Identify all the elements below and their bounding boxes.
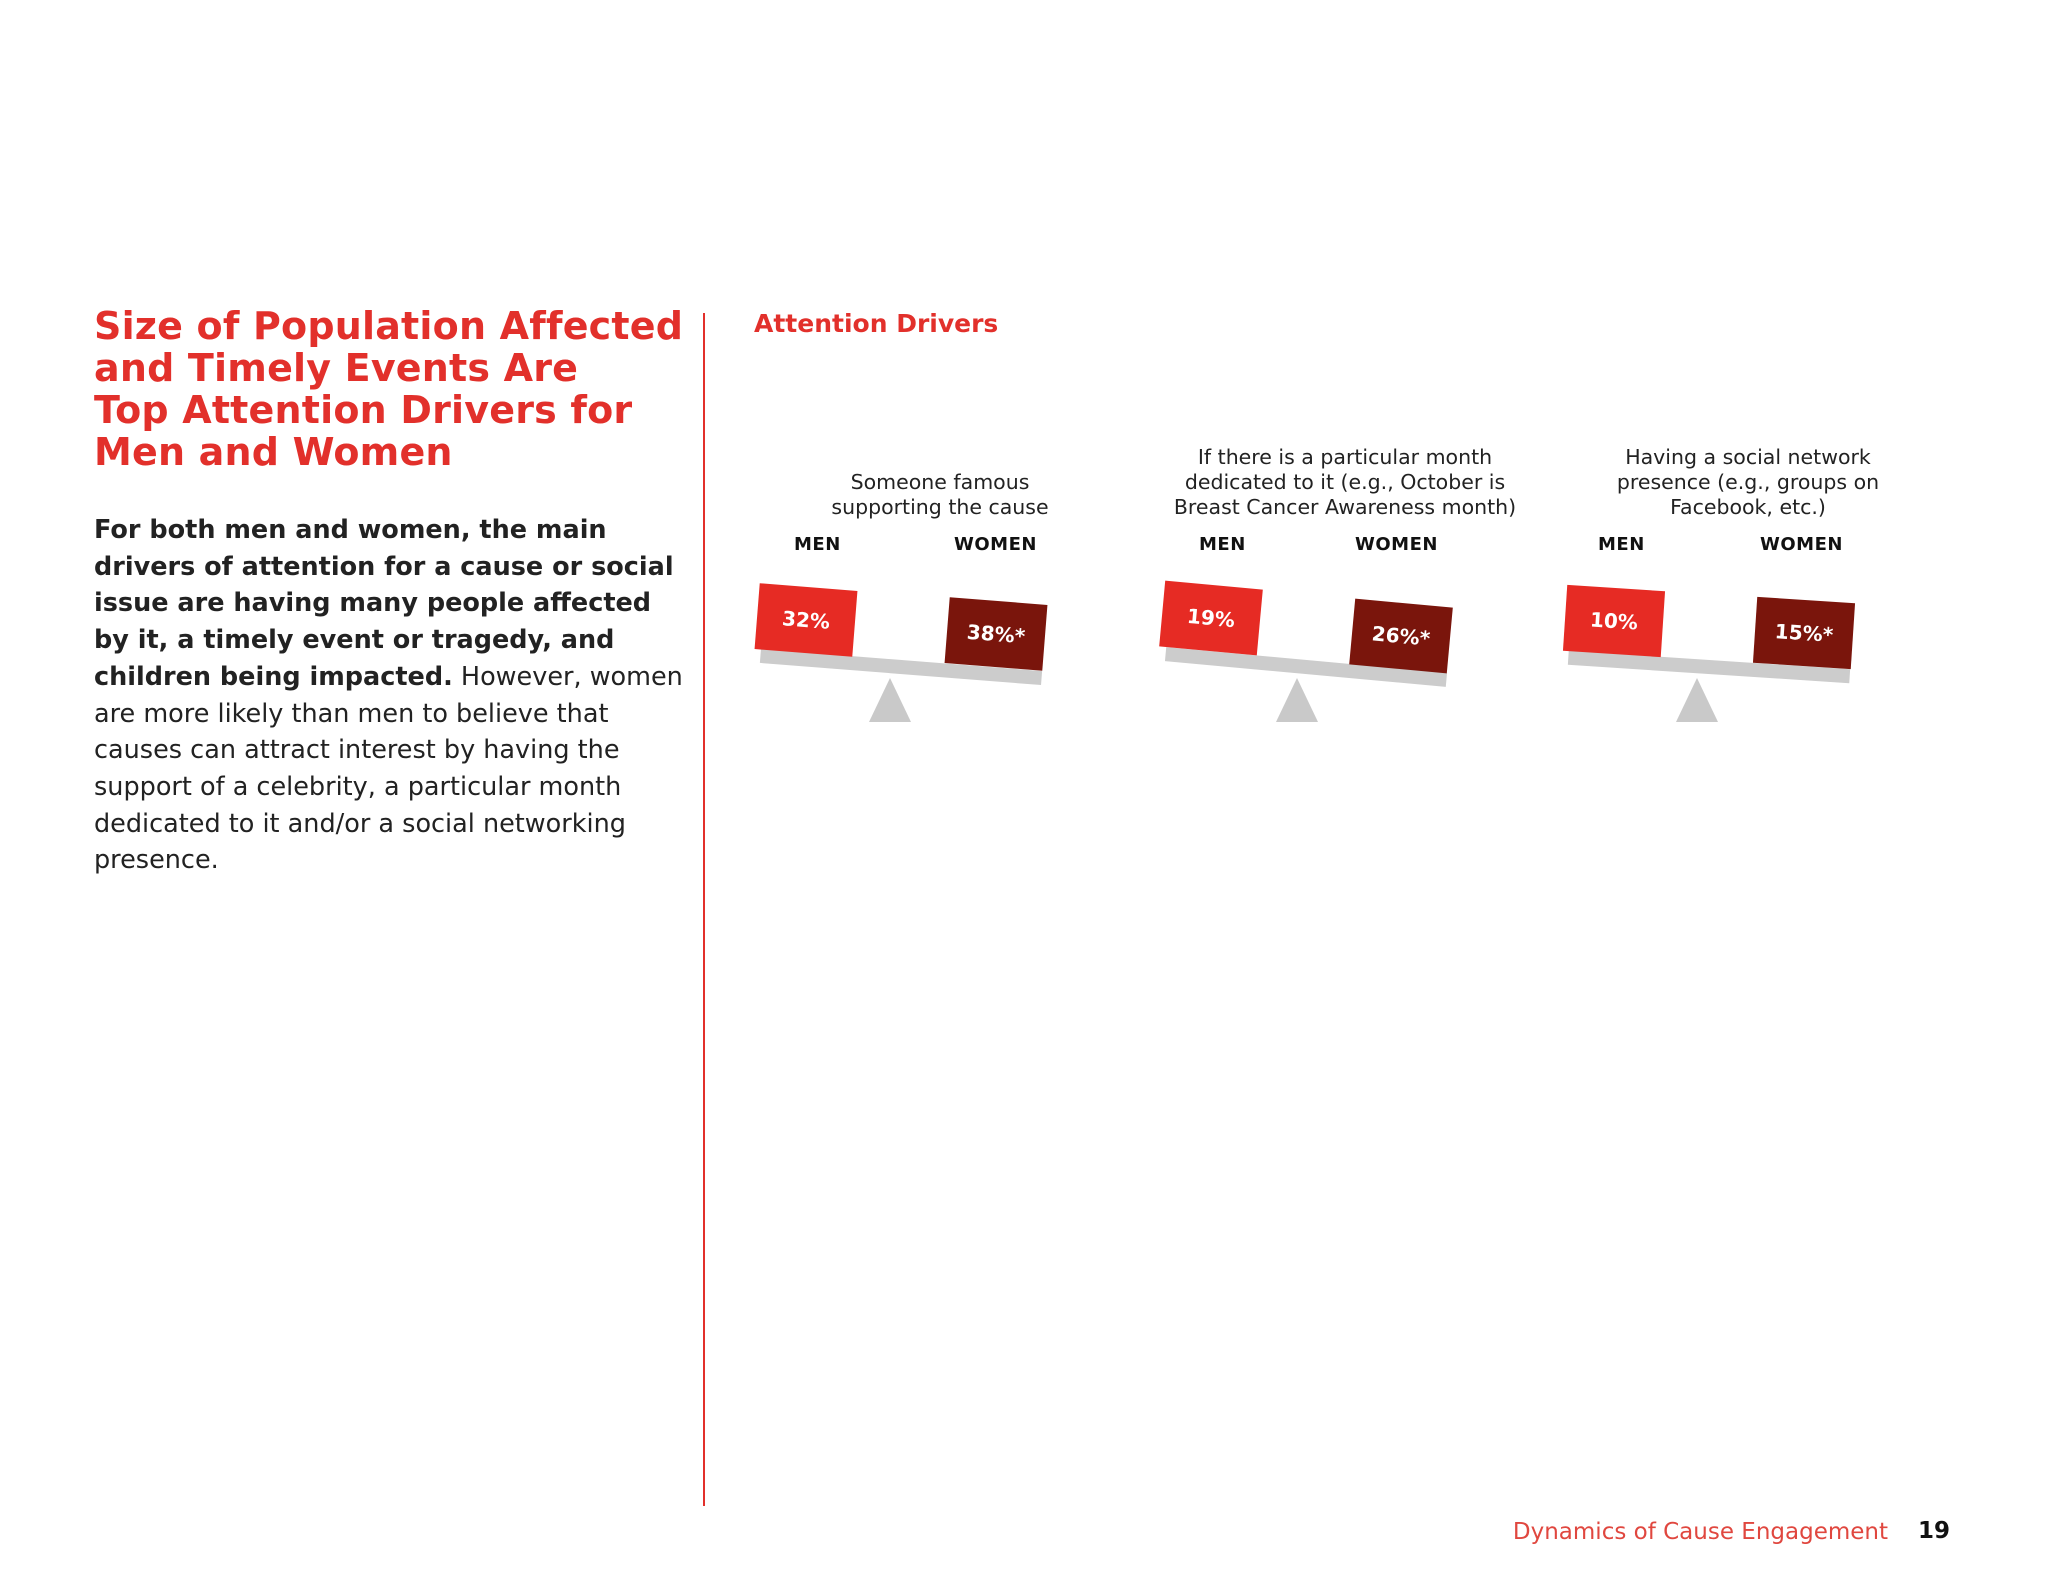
women-label: WOMEN bbox=[1760, 534, 1843, 555]
women-bar bbox=[945, 598, 1048, 671]
category-label-line: presence (e.g., groups on bbox=[1616, 470, 1880, 494]
body-rest: However, women are more likely than men to believe that causes can attract interest by having the support of a celebrity, a particular month dedicated to it and/or a social networking presence. bbox=[94, 661, 683, 876]
category-label-line: supporting the cause bbox=[831, 495, 1049, 519]
chart-panel bbox=[1558, 420, 1938, 740]
category-label bbox=[1155, 445, 1535, 520]
scale-fulcrum bbox=[1276, 678, 1318, 722]
women-value-label: 38%* bbox=[965, 620, 1027, 649]
women-label: WOMEN bbox=[954, 534, 1037, 555]
women-value-label: 26%* bbox=[1370, 621, 1432, 651]
category-label-line: If there is a particular month bbox=[1197, 445, 1493, 469]
men-bar bbox=[1563, 585, 1665, 657]
category-label-line: Breast Cancer Awareness month) bbox=[1173, 495, 1517, 519]
men-value-label: 19% bbox=[1186, 604, 1236, 633]
men-label: MEN bbox=[794, 534, 841, 555]
headline-line: Top Attention Drivers for bbox=[94, 388, 633, 432]
women-bar bbox=[1349, 598, 1453, 673]
chart-panel bbox=[750, 420, 1130, 740]
headline-line: Men and Women bbox=[94, 430, 453, 474]
women-value-label: 15%* bbox=[1774, 619, 1834, 648]
headline-line: and Timely Events Are bbox=[94, 346, 579, 390]
scale-fulcrum bbox=[1676, 678, 1718, 722]
men-bar bbox=[1159, 581, 1263, 656]
category-label bbox=[1558, 445, 1938, 520]
chart-title: Attention Drivers bbox=[754, 309, 999, 338]
footer-title: Dynamics of Cause Engagement bbox=[1512, 1519, 1888, 1545]
men-label: MEN bbox=[1598, 534, 1645, 555]
men-bar bbox=[755, 583, 858, 656]
men-value-label: 32% bbox=[781, 605, 831, 634]
women-label: WOMEN bbox=[1355, 534, 1438, 555]
category-label bbox=[750, 470, 1130, 520]
page-number: 19 bbox=[1918, 1518, 1951, 1544]
body-lead-bold: For both men and women, the main drivers of attention for a cause or social issue are having many people affected by it, a timely event or tragedy, and children being impacted. bbox=[94, 515, 674, 692]
body-paragraph bbox=[94, 512, 694, 879]
column-divider bbox=[703, 313, 705, 1506]
category-label-line: Facebook, etc.) bbox=[1670, 495, 1826, 519]
chart-panel bbox=[1155, 420, 1535, 740]
women-bar bbox=[1753, 597, 1855, 669]
category-label-line: Someone famous bbox=[850, 470, 1030, 494]
page-headline bbox=[94, 305, 694, 473]
men-label: MEN bbox=[1199, 534, 1246, 555]
men-value-label: 10% bbox=[1589, 607, 1639, 635]
category-label-line: dedicated to it (e.g., October is bbox=[1184, 470, 1506, 494]
scale-fulcrum bbox=[869, 678, 911, 722]
category-label-line: Having a social network bbox=[1625, 445, 1871, 469]
headline-line: Size of Population Affected bbox=[94, 304, 684, 348]
